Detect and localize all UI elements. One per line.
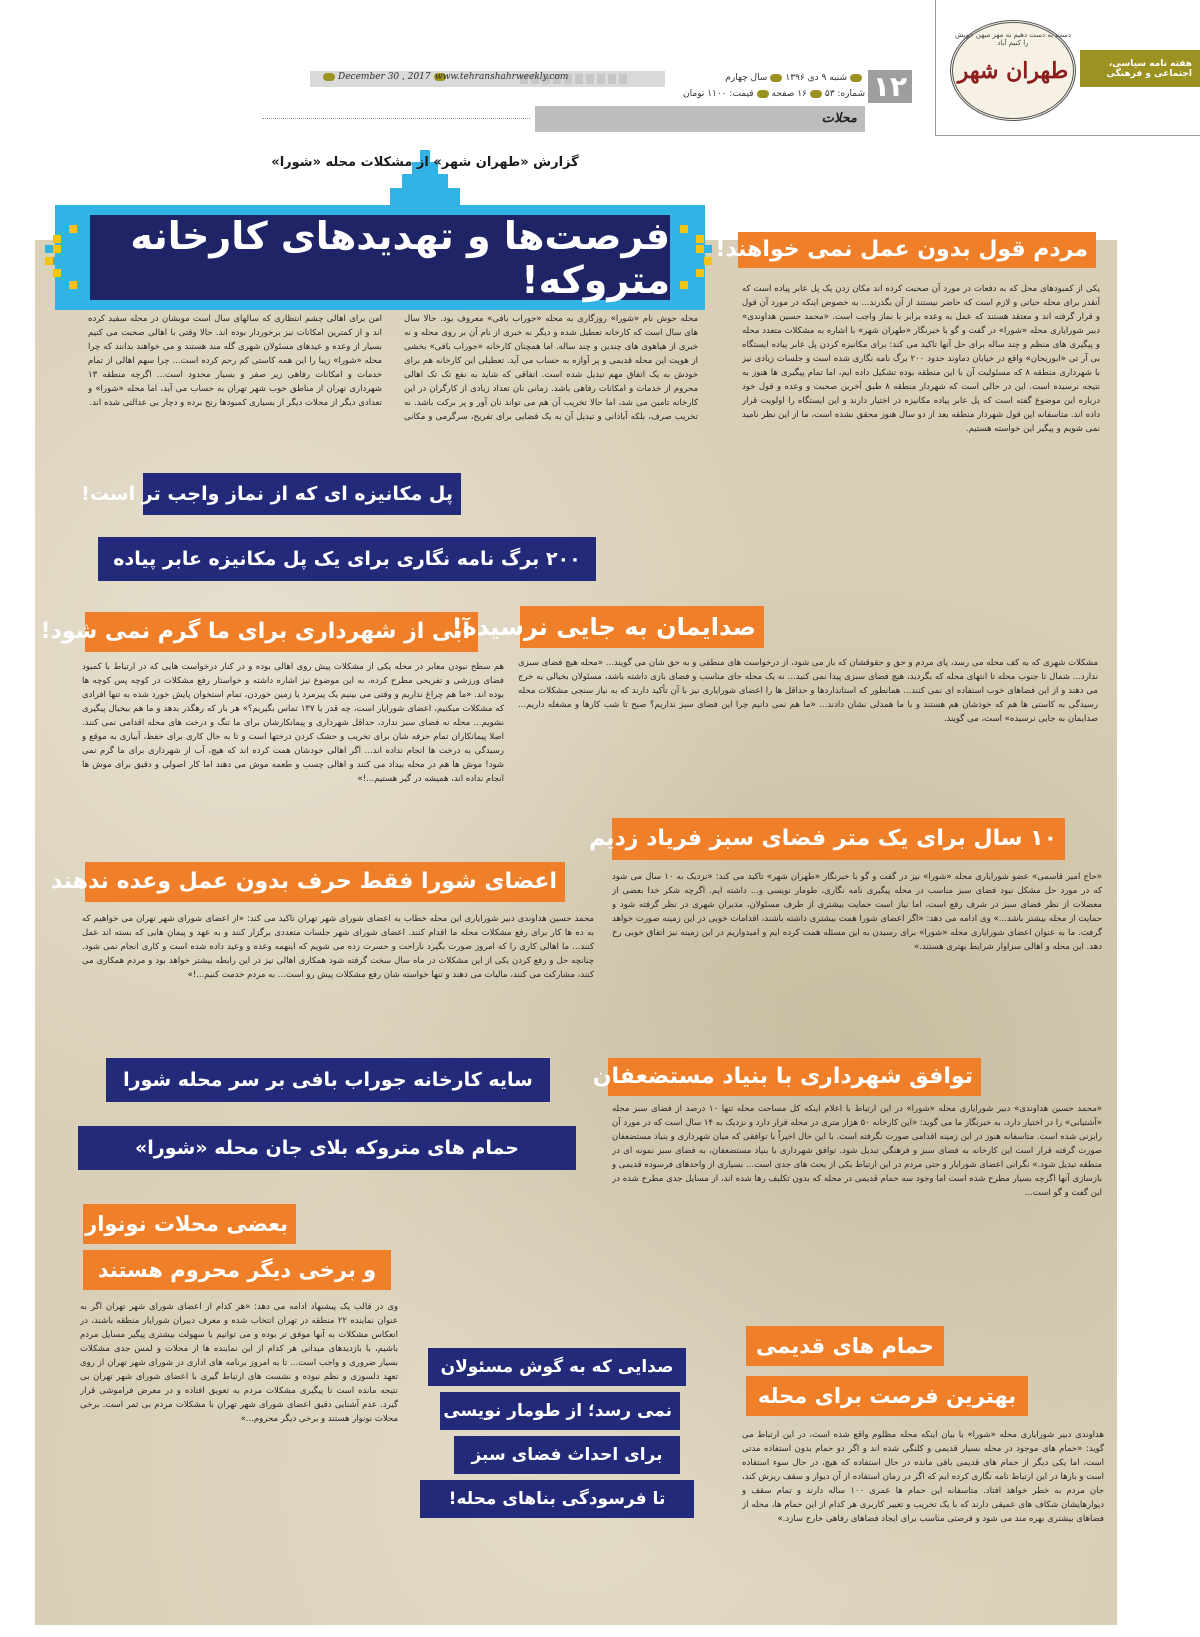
heading-people-want-action: مردم قول بدون عمل نمی خواهند! <box>738 232 1096 268</box>
subhead-sock-factory-shadow: سایه کارخانه جوراب بافی بر سر محله شورا <box>106 1058 550 1102</box>
website-link[interactable]: www.tehranshahrweekly.com <box>435 72 569 82</box>
english-date: December 30 , 2017 <box>320 72 449 82</box>
bullet-icon <box>770 74 782 82</box>
newspaper-logo <box>950 20 1076 121</box>
year: سال چهارم <box>725 73 768 83</box>
article-renovated-body: وی در قالب یک پیشنهاد ادامه می دهد: «هر کدام از اعضای شورای شهر تهران اگر به عنوان نماینده ۲۲ منطقه در تهران انتخاب شده و معرف دبیران شورایار منطقه باشند، در انعکاس مشکلات به آنها موفق تر بوده و می توانیم با سهولت بیشتری پیگیر مسایل مردم باشیم، با بازدیدهای میدانی هر کدام از این نماینده ها از محلات و لمس جدی مشکلات بسیار ضروری و واجب است... تا به امروز برنامه های اداری در شورای شهر تهران از روی تعهد دلسوزی و نظم نبوده و نشست های ارتباط گیری با اعضای شورای شهر تهران بی نتیجه مانده است تا پیگیری مشکلات مردم به تعویق افتاده و در معرض فراموشی قرار گیرد. عدم آشنایی دقیق اعضای شورای شهر تهران با مشکلات مردم بی ثمر است. برخی محلات نونوار هستند و برخی دیگر محروم...» <box>80 1302 398 1424</box>
section-label: محلات <box>535 106 865 132</box>
heading-municipality-agreement: توافق شهرداری با بنیاد مستضعفان <box>608 1058 981 1096</box>
issue-number: شماره: ۵۳ <box>824 89 865 99</box>
article-people-want-action-body: یکی از کمبودهای محل که به دفعات در مورد آن صحبت کرده اند مکان زدن یک پل عابر پیاده است که آنقدر برای محله حیاتی و لازم است که حاضر نیستند از آن بگذرند... به خصوص اینکه در مورد آن قول و قرار گرفته اند و معتقد هستند که عمل به وعده برابر با نماز واجب است. «محمد حسین هداوندی» دبیر شورایاری محله «شورا» در گفت و گو با خبرنگار «طهران شهر» با اشاره به مشکلات متعدد محله و پیگیری های منظم و چند ساله برای حل آنها تاکید می کند: برای مکانیزه کردن پل عابر پیاده ایستگاه بی آر تی «ابوریحان» واقع در خیابان دماوند حدود ۲۰۰ برگ نامه نگاری شده است و جلسات زیادی نیز با شهرداری منطقه ۸ که مسئولیت آن با این منطقه بوده تشکیل داده ایم، اما تمام پیگیری ها هنوز به نتیجه نرسیده است. این در حالی است که شهردار منطقه ۸ طبق آخرین صحبت و وعده و قول خود درباره این موضوع گفته است که پل عابر پیاده مکانیزه در اختیار دارند و این ایستگاه را اولویت قرار داده اند. متاسفانه این قول شهردار منطقه بعد از دو سال هنوز محقق نشده است، ما از این نظر نامید نمی شویم و پیگیر این خواسته هستیم. <box>742 284 1100 434</box>
subhead-voice-officials-1: صدایی که به گوش مسئولان <box>428 1348 686 1386</box>
date-fa: شنبه ۹ دی ۱۳۹۶ <box>785 73 847 83</box>
bullet-icon <box>323 73 335 81</box>
pixel-ornament-right <box>680 225 720 295</box>
price: قیمت: ۱۱۰۰ تومان <box>683 89 754 99</box>
heading-old-baths-line2: بهترین فرصت برای محله <box>746 1376 1028 1416</box>
article-intro-body: محله حوش نام «شورا» روزگاری به محله «جوراب بافی» معروف بود. حالا سال های سال است که کارخانه تعطیل شده و دیگر نه خبری از نام آن بر روی محله و نه خبری از هیاهوی های چندین و چند ساله. اما همچنان کارخانه «جوراب بافی» بخشی از هویت این محله قدیمی و پر آوازه به حساب می آید. تعطیلی این کارخانه هم برای خودش به یک اتفاق مهم تبدیل شده است. اتفاقی که شاید به نفع تک تک اهالی محروم از خدمات و امکانات رفاهی باشد. زمانی نان تعداد زیادی از کارگران در این کارخانه تامین می شد، اما حالا تخریب آن هم می تواند نان آور و پر برکت باشد. نه تخریب صرف، بلکه آبادانی و تبدیل آن به یک فضایی برای تفریح، سرگرمی و مکانی امن برای اهالی چشم انتظاری که سالهای سال است موبشان در محله سفید کرده اند و از کمترین امکانات نیز برخوردار بوده اند. حالا وقتی با اهالی صحبت می کنیم بسیار از وعده و عیدهای مسئولان شهری گله مند هستند و می خواهند بدانند که چرا محله «شورا» زیبا را این همه کاستی کم رحم کرده است... چرا سهم اهالی از تمام خدمات و امکانات رفاهی زیر صفر و بسیار محدود است... اگرچه منطقه ۱۳ شهرداری تهران از مناطق خوب شهر تهران به حساب می آید، اما محله «شورا» و تعدادی دیگر از محلات دیگر از بسیاری کمبودها رنج برده و دچار بی عدالتی شده اند. <box>88 314 698 422</box>
heading-voice-not-reached: صدایمان به جایی نرسیده! <box>520 606 764 648</box>
page-count: ۱۶ صفحه <box>771 89 807 99</box>
bullet-icon <box>810 90 822 98</box>
article-water-not-warm-body: هم سطح نبودن معابر در محله یکی از مشکلات پیش روی اهالی بوده و در کنار درخواست هایی که در ارتباط با کمبود فضای ورزشی و تفریحی مطرح کرده، به این موضوع نیز اشاره داشته و خواستار رفع مشکلات در کوچه پس کوچه ها بوده اند. «ما هم چراغ نداریم و وقتی می بینیم یک پیرمرد یا زمین خوردن، تمام استخوان پایش خورد شده به تنها افرادی که مشکلات میکنیم، اعضای شورایار است، چه قدر با ۱۳۷ تماس بگیریم؟» هر بار که رهگذر بدهد و ما هم بیخیال پیگیری نشویم... محله نه فضای سبز ندارد، حداقل شهرداری و پیمانکارشان برای ما تنگ و درخت های محله اقدامی نمی کنند. اصلا پیمانکاران تمام حرفه شان برای تخریب و حشک کردن درختها است و تا به حال کاری برای حفظ، آبیاری به موقع و رسیدگی به درخت ها انجام نداده اند... اگر اهالی خودشان همت کرده اند که هیچ، آب از شهرداری برای ما گرم نمی شود! موش ها هم در محله بیداد می کنند و اهالی چسب و طعمه موش می دهند اما کار اصولی و دقیق برای موش ها انجام نداده اند، همیشه در گیر هستیم...!» <box>82 662 504 784</box>
subhead-voice-officials-3: برای احداث فضای سبز <box>454 1436 680 1474</box>
pixel-ornament-left <box>45 225 85 295</box>
publication-type-band <box>1080 50 1200 87</box>
article-ten-years-body: «حاج امیر قاسمی» عضو شورایاری محله «شورا» نیز در گفت و گو با خبرنگار «طهران شهر» تاکید می کند: «نزدیک به ۱۰ سال می شود که در مورد حل مشکل نبود فضای سبز مناسب در محله پیگیری نامه نگاری، طومار نویسی و... داشته ایم. اگرچه شکر خدا بعضی از معضلات از نظر فضای سبز در شرف رفع است، اما نیاز است حمایت بیشتری از طرف مسئولان، مدیران شهری در نظر گرفته شود و حمایت از محله بیشتر باشد...» وی ادامه می دهد: «اگر اعضای شورا همت بیشتری داشته باشند، اقدامات خوبی در این زمینه صورت خواهد گرفت. ما به عنوان اعضای شورایاری محله «شورا» برای رسیدن به این مسئله همت کرده ایم و امیدواریم در این زمینه نیز اتفاق خوبی رخ دهد. این محله و اهالی سزاوار شرایط بهتری هستند.» <box>612 872 1102 952</box>
logo-title: طهران شهر <box>957 57 1069 84</box>
subhead-voice-officials-2: نمی رسد؛ از طومار نویسی <box>440 1392 680 1430</box>
publication-type-line2: اجتماعی و فرهنگی <box>1106 68 1192 79</box>
issue-info <box>665 70 865 104</box>
logo-motto: دست به دست دهیم به مهر میهن خویش را کنیم آباد <box>954 31 1072 47</box>
heading-renovated-neighborhoods-line2: و برخی دیگر محروم هستند <box>83 1250 391 1290</box>
heading-ten-years-green-space: ۱۰ سال برای یک متر فضای سبز فریاد زدیم <box>612 818 1065 860</box>
heading-renovated-neighborhoods-line1: بعضی محلات نونوار <box>83 1204 296 1244</box>
page-number: ۱۲ <box>868 70 912 103</box>
bullet-icon <box>850 74 862 82</box>
article-old-baths-body: هداوندی دبیر شورایاری محله «شورا» با بیان اینکه محله مظلوم واقع شده است، در این ارتباط می گوید: «حمام های موجود در محله بسیار قدیمی و کلنگی شده اند و اگر دو حمام بدون استفاده مدتی است، اما یکی دیگر از حمام های قدیمی باقی مانده در حال استفاده که هیچ، در حال سوء استفاده است و بارها در این ارتباط نامه نگاری کرده ایم که اگر در زمان استفاده از آن دیوار و سقف ریزش کند، جان مردم به خطر خواهد افتاد. متاسفانه این حمام ها عمری ۱۰۰ ساله دارند و تمام سقف و دیوارهایشان شکاف های عمیقی دارند که با یک تخریب و تغییر کاربری هر کدام از این حمام ها، محله از فضاهای بیشتری بهره مند می شود و فرصتی مناسب برای ایجاد فضاهای رفاهی خارج سازد.» <box>742 1430 1104 1524</box>
feature-title: فرصت‌ها و تهدیدهای کارخانه متروکه! <box>90 215 670 300</box>
feature-kicker: گزارش «طهران شهر» از مشکلات محله «شورا» <box>271 155 579 170</box>
heading-council-no-empty-promises: اعضای شورا فقط حرف بدون عمل وعده ندهند <box>85 862 565 902</box>
subhead-abandoned-baths: حمام های متروکه بلای جان محله «شورا» <box>78 1126 576 1170</box>
divider <box>262 118 530 119</box>
heading-old-baths-line1: حمام های قدیمی <box>746 1326 944 1366</box>
heading-water-not-warm: آبی از شهرداری برای ما گرم نمی شود! <box>85 612 478 652</box>
subhead-200-letters: ۲۰۰ برگ نامه نگاری برای یک پل مکانیزه عابر پیاده <box>98 537 596 581</box>
bullet-icon <box>757 90 769 98</box>
article-voice-not-reached-body: مشکلات شهری که به کف محله می رسد، پای مردم و حق و حقوقشان که باز می شود، از درخواست های منطقی و به حق شان می گویند... «محله هیچ فضای سبزی ندارد... شمال تا جنوب محله تا انتهای محله که بگردید، هیچ فضای سبزی پیدا نمی کنید... نه یک محله جای مناسب و فضای بازی داشته باشد، مسئولان بخیالی به خرج می دهند و از این فضاهای خوب استفاده ای نمی کنند... همانطور که استانداردها و حداقل ها را اعضای شورایاری نیز با آن تأکید دارند که به نیاز سنجی مشکلات محله رسیدگی به کاستی ها هم که خودشان هم هستند و با ما همدلی نشان دادند... «ما هم نمی دانیم چرا این فضای سبز نداریم؟ صبح تا شب کارها و مشغله داریم... صدایمان به جایی نرسیده» است، می گویند. <box>518 658 1098 724</box>
publication-type-line1: هفته نامه سیاسی، <box>1108 58 1192 69</box>
article-agreement-body: «محمد حسین هداوندی» دبیر شورایاری محله «شورا» در این ارتباط با اعلام اینکه کل مساحت محله تنها ۱۰ درصد از فضای سبز محله «آشتیانی» را در اختیار دارد، به خبرنگار ما می گوید: «این کارخانه ۵۰ هزار متری در محله قرار دارد و نزدیک به ۱۴ سال است که در مورد آن رایزنی شده است. متاسفانه هنوز در این زمینه اقدامی صورت نگرفته است. با این حال اخیراً با توافقی که میان شهرداری و بنیاد مستضعفان صورت گرفته قرار است این کارخانه به فضای سبز و فرهنگی تبدیل شود. توافق شهرداری با بنیاد مستضعفان، به فضای سبز نمونه ای در منطقه تبدیل شود.» نگرانی اعضای شورایار و حتی مردم در این ارتباط یکی از بحث های جدی است... بسیاری از واحدهای فرسوده قدیمی و بازسازی آنها اگرچه بسیار مطرح شده است اما وجود سه حمام قدیمی در محله که بدون تکلیف رها شده اند، از مسایل جدی مطرح شده در این گفت و گو است... <box>612 1104 1102 1198</box>
article-council-body: محمد حسین هداوندی دبیر شورایاری این محله خطاب به اعضای شورای شهر تهران تاکید می کند: «از اعضای شورای شهر تهران می خواهیم که به ده ها کار برای رفع مشکلات محله ما اقدام کنند. اعضای شورای شهر جلسات متعددی برگزار کنند و به عهد و پیمان هایی که بسته اند عمل کنند... ما اهالی کاری را که امروز صورت بگیرد ناراحت و حسرت زده می شویم که اینهمه وعده و وعید داده شده است و کاری انجام نمی شود. چنانچه حل و رفع کردن یکی از این مشکلات در ماه سال سخت گرفته شود همکاری اهالی نیز در این رابطه بیشتر خواهد بود و مردم همکاری می کنند، مشارکت می کنند، مالیات می دهند و تنها خواسته شان رفع مشکلات پیش رو است... به مردم خدمت کنیم...!» <box>82 914 594 980</box>
subhead-mechanized-bridge: پل مکانیزه ای که از نماز واجب تر است! <box>143 473 461 515</box>
subhead-voice-officials-4: تا فرسودگی بناهای محله! <box>420 1480 694 1518</box>
